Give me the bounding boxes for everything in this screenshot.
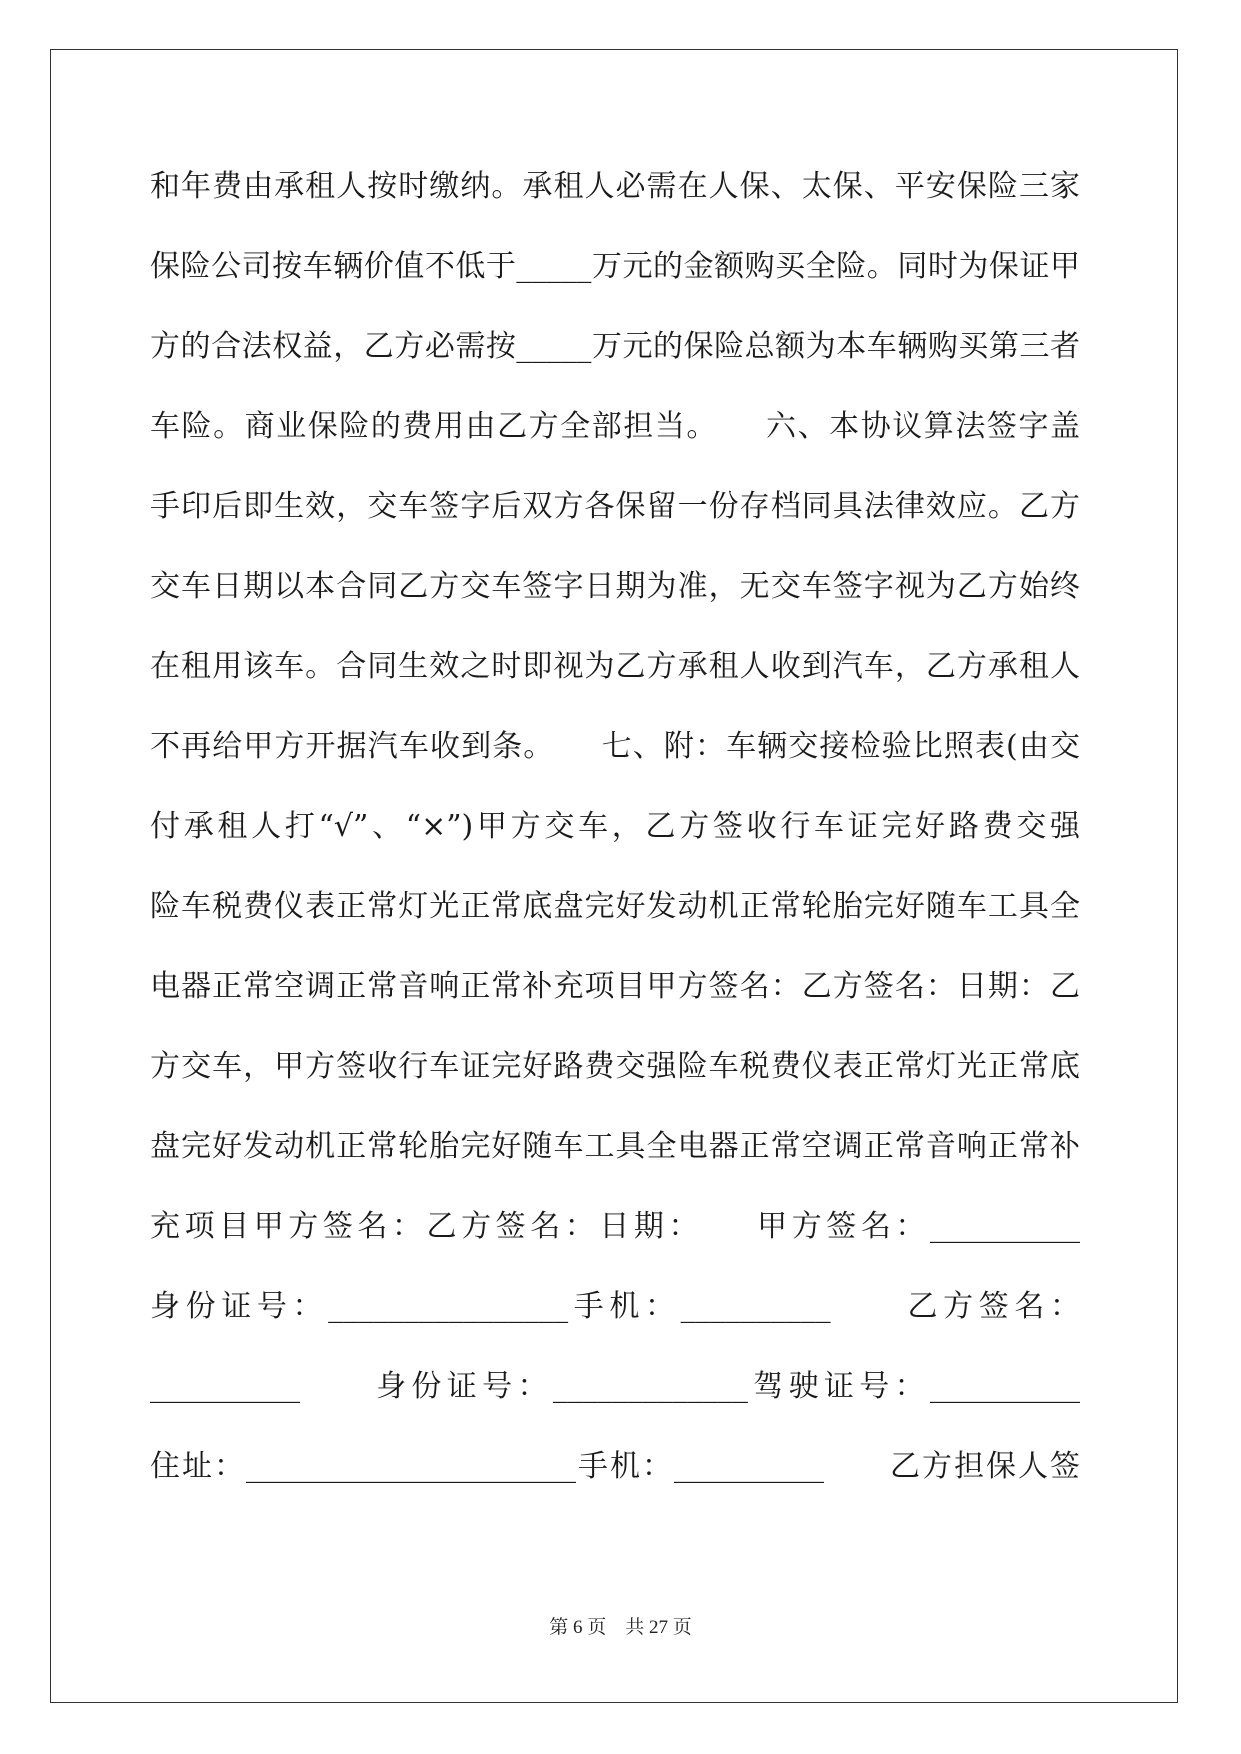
text-line-11: 电器正常空调正常音响正常补充项目甲方签名：乙方签名：日期：乙 [150,969,1080,1004]
text-line-14: 充项目甲方签名：乙方签名：日期： 甲方签名：__________ [150,1209,1080,1244]
text-line-1: 和年费由承租人按时缴纳。承租人必需在人保、太保、平安保险三家 [150,169,1080,204]
text-line-9: 付承租人打“√”、“×”)甲方交车，乙方签收行车证完好路费交强 [150,809,1080,844]
document-body [150,155,1080,1515]
text-line-17: 住址：______________________手机：__________ 乙方担保人签 [150,1449,1080,1484]
page-number: 第 6 页 共 27 页 [549,1617,692,1638]
text-line-16: __________ 身份证号：_____________驾驶证号：__________ [150,1369,1080,1404]
text-line-4: 车险。商业保险的费用由乙方全部担当。 六、本协议算法签字盖 [150,409,1080,444]
text-line-13: 盘完好发动机正常轮胎完好随车工具全电器正常空调正常音响正常补 [150,1129,1080,1164]
text-line-7: 在租用该车。合同生效之时即视为乙方承租人收到汽车，乙方承租人 [150,649,1080,684]
text-line-8: 不再给甲方开据汽车收到条。 七、附：车辆交接检验比照表(由交 [150,729,1080,764]
text-line-5: 手印后即生效，交车签字后双方各保留一份存档同具法律效应。乙方 [150,489,1080,524]
text-line-6: 交车日期以本合同乙方交车签字日期为准，无交车签字视为乙方始终 [150,569,1080,604]
text-line-3: 方的合法权益，乙方必需按_____万元的保险总额为本车辆购买第三者 [150,329,1080,364]
text-line-10: 险车税费仪表正常灯光正常底盘完好发动机正常轮胎完好随车工具全 [150,889,1080,924]
text-line-15: 身份证号：________________手机：__________ 乙方签名： [150,1289,1080,1324]
text-line-2: 保险公司按车辆价值不低于_____万元的金额购买全险。同时为保证甲 [150,249,1080,284]
text-line-12: 方交车，甲方签收行车证完好路费交强险车税费仪表正常灯光正常底 [150,1049,1080,1084]
